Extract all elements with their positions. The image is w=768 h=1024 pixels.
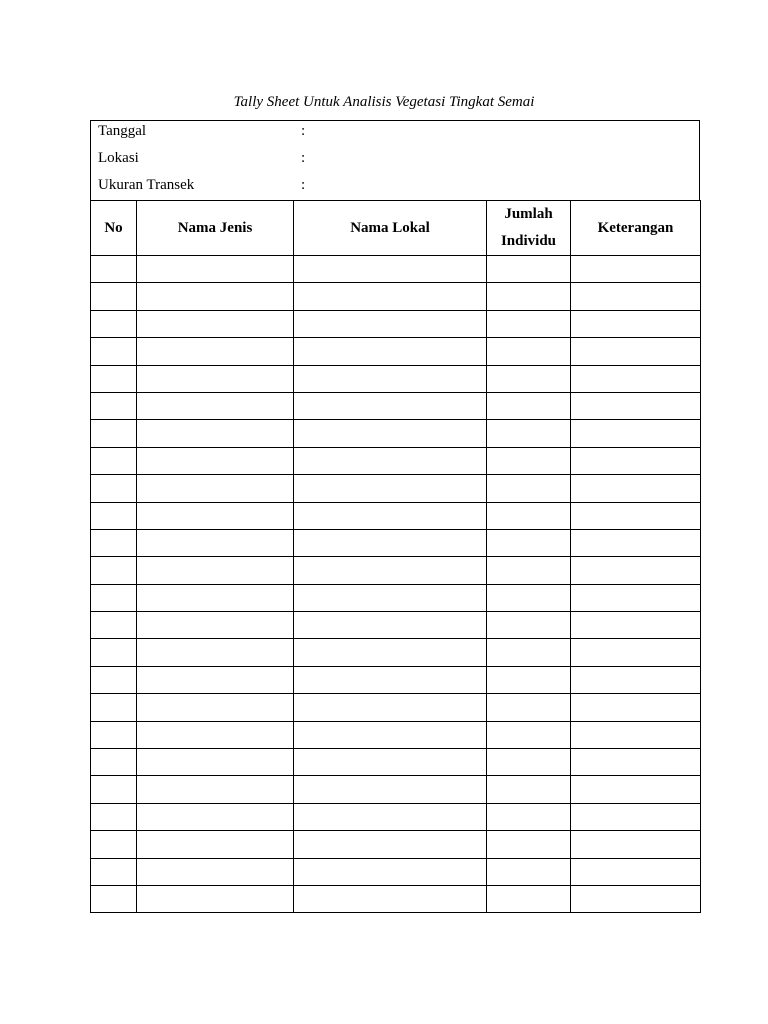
cell-nama-jenis [137,584,294,611]
cell-nama-lokal [294,447,487,474]
cell-nama-lokal [294,749,487,776]
cell-nama-lokal [294,557,487,584]
table-row [91,776,701,803]
cell-jumlah-individu [487,831,571,858]
cell-nama-lokal [294,529,487,556]
header-nama-jenis: Nama Jenis [137,201,294,256]
page-title: Tally Sheet Untuk Analisis Vegetasi Tingkat Semai [233,94,535,110]
cell-jumlah-individu [487,612,571,639]
cell-nama-jenis [137,447,294,474]
cell-jumlah-individu [487,803,571,830]
table-row [91,639,701,666]
cell-nama-lokal [294,392,487,419]
cell-keterangan [571,858,701,885]
table-row [91,283,701,310]
cell-jumlah-individu [487,639,571,666]
cell-jumlah-individu [487,283,571,310]
tally-table [90,200,701,913]
cell-keterangan [571,447,701,474]
cell-nama-lokal [294,612,487,639]
cell-nama-jenis [137,475,294,502]
cell-nama-jenis [137,803,294,830]
cell-jumlah-individu [487,392,571,419]
cell-no [91,639,137,666]
header-no: No [91,201,137,256]
cell-keterangan [571,831,701,858]
cell-keterangan [571,721,701,748]
cell-nama-jenis [137,392,294,419]
lokasi-colon: : [301,150,306,166]
cell-no [91,721,137,748]
table-row [91,612,701,639]
cell-nama-jenis [137,557,294,584]
cell-keterangan [571,392,701,419]
cell-nama-lokal [294,283,487,310]
cell-jumlah-individu [487,338,571,365]
cell-jumlah-individu [487,529,571,556]
table-row [91,831,701,858]
cell-nama-lokal [294,694,487,721]
cell-nama-lokal [294,803,487,830]
cell-jumlah-individu [487,721,571,748]
cell-nama-jenis [137,749,294,776]
cell-nama-lokal [294,858,487,885]
cell-keterangan [571,749,701,776]
cell-nama-lokal [294,639,487,666]
cell-nama-lokal [294,721,487,748]
cell-keterangan [571,310,701,337]
cell-nama-lokal [294,666,487,693]
cell-no [91,392,137,419]
cell-keterangan [571,283,701,310]
cell-nama-lokal [294,502,487,529]
cell-no [91,365,137,392]
table-row [91,420,701,447]
header-jumlah-line2: Individu [500,233,557,249]
cell-nama-jenis [137,694,294,721]
cell-nama-lokal [294,420,487,447]
table-row [91,310,701,337]
table-row [91,338,701,365]
tally-body [91,256,701,913]
cell-nama-jenis [137,310,294,337]
cell-nama-jenis [137,776,294,803]
cell-no [91,885,137,912]
cell-nama-jenis [137,858,294,885]
cell-nama-lokal [294,584,487,611]
cell-keterangan [571,529,701,556]
cell-nama-jenis [137,721,294,748]
cell-keterangan [571,475,701,502]
cell-no [91,256,137,283]
cell-no [91,310,137,337]
cell-jumlah-individu [487,475,571,502]
cell-no [91,694,137,721]
cell-keterangan [571,639,701,666]
cell-no [91,803,137,830]
cell-keterangan [571,776,701,803]
cell-nama-lokal [294,338,487,365]
table-row [91,858,701,885]
cell-nama-jenis [137,283,294,310]
cell-no [91,666,137,693]
cell-jumlah-individu [487,502,571,529]
cell-jumlah-individu [487,256,571,283]
cell-no [91,831,137,858]
cell-no [91,612,137,639]
lokasi-label: Lokasi [98,150,139,166]
cell-keterangan [571,338,701,365]
cell-jumlah-individu [487,584,571,611]
table-row [91,447,701,474]
cell-nama-lokal [294,365,487,392]
cell-no [91,584,137,611]
cell-nama-lokal [294,776,487,803]
table-row [91,885,701,912]
ukuran-transek-label: Ukuran Transek [98,177,195,193]
cell-keterangan [571,885,701,912]
cell-keterangan [571,803,701,830]
cell-no [91,776,137,803]
cell-no [91,557,137,584]
cell-jumlah-individu [487,885,571,912]
cell-nama-jenis [137,666,294,693]
cell-no [91,338,137,365]
cell-nama-jenis [137,338,294,365]
ukuran-transek-colon: : [301,177,306,193]
table-row [91,694,701,721]
table-row [91,365,701,392]
cell-jumlah-individu [487,365,571,392]
cell-no [91,749,137,776]
table-row [91,392,701,419]
tanggal-colon: : [301,123,306,139]
table-row [91,584,701,611]
cell-keterangan [571,694,701,721]
header-keterangan: Keterangan [571,201,701,256]
cell-nama-lokal [294,831,487,858]
table-row [91,502,701,529]
cell-nama-lokal [294,475,487,502]
cell-jumlah-individu [487,694,571,721]
cell-keterangan [571,666,701,693]
cell-nama-jenis [137,529,294,556]
header-jumlah-individu [487,201,571,256]
table-row [91,475,701,502]
cell-no [91,283,137,310]
tanggal-label: Tanggal [98,123,147,139]
cell-keterangan [571,256,701,283]
table-row [91,666,701,693]
cell-nama-jenis [137,639,294,666]
cell-jumlah-individu [487,557,571,584]
cell-no [91,447,137,474]
cell-nama-jenis [137,502,294,529]
cell-no [91,475,137,502]
cell-no [91,502,137,529]
cell-jumlah-individu [487,749,571,776]
table-row [91,749,701,776]
cell-no [91,858,137,885]
table-row [91,529,701,556]
cell-no [91,420,137,447]
cell-nama-jenis [137,612,294,639]
cell-nama-lokal [294,885,487,912]
table-header-row [91,201,701,256]
cell-jumlah-individu [487,776,571,803]
cell-no [91,529,137,556]
cell-nama-jenis [137,256,294,283]
table-row [91,256,701,283]
cell-nama-lokal [294,310,487,337]
info-box [90,120,700,201]
cell-keterangan [571,557,701,584]
cell-jumlah-individu [487,858,571,885]
table-row [91,557,701,584]
cell-nama-lokal [294,256,487,283]
cell-jumlah-individu [487,420,571,447]
cell-nama-jenis [137,885,294,912]
cell-keterangan [571,365,701,392]
cell-keterangan [571,584,701,611]
cell-keterangan [571,420,701,447]
cell-jumlah-individu [487,447,571,474]
cell-keterangan [571,502,701,529]
cell-jumlah-individu [487,310,571,337]
header-nama-lokal: Nama Lokal [294,201,487,256]
cell-nama-jenis [137,365,294,392]
cell-jumlah-individu [487,666,571,693]
cell-keterangan [571,612,701,639]
header-jumlah-line1: Jumlah [504,206,553,222]
table-row [91,721,701,748]
cell-nama-jenis [137,420,294,447]
cell-nama-jenis [137,831,294,858]
table-row [91,803,701,830]
